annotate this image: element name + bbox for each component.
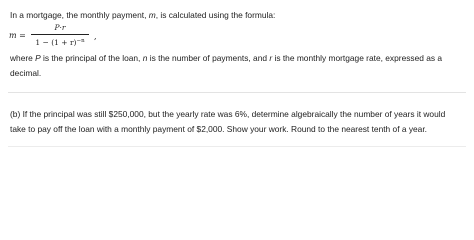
intro-post: , is calculated using the formula: <box>155 10 276 20</box>
where-text-d: is the monthly mortgage rate, expressed as a <box>272 53 443 63</box>
formula-comma: , <box>94 32 97 41</box>
where-text-c: is the number of payments, and <box>147 53 270 63</box>
denominator-base: 1 − (1 + r) <box>35 38 77 47</box>
variable-m: m <box>148 10 156 20</box>
intro-pre: In a mortgage, the monthly payment, <box>10 10 149 20</box>
section-divider <box>8 92 466 93</box>
definitions-line-2: decimal. <box>10 68 42 78</box>
part-b-line-2: take to pay off the loan with a monthly payment of $2,000. Show your work. Round to the nearest tenth of a year. <box>10 124 427 134</box>
formula-lhs: m = <box>9 31 26 40</box>
intro-text <box>10 10 275 21</box>
variable-r: r <box>269 53 273 63</box>
fraction-bar <box>31 34 89 35</box>
formula-fraction <box>31 23 89 48</box>
formula-denominator <box>31 36 89 48</box>
variable-P: P <box>35 53 41 63</box>
formula-numerator: P·r <box>54 23 66 32</box>
part-b-line-1: (b) If the principal was still $250,000, but the yearly rate was 6%, determine algebraically the number of years it would <box>10 109 446 119</box>
denominator-exponent: −n <box>76 38 85 44</box>
where-text-b: is the principal of the loan, <box>40 53 143 63</box>
bottom-divider <box>8 146 466 147</box>
where-text-a: where <box>10 53 36 63</box>
definitions-line-1 <box>10 53 442 64</box>
variable-n: n <box>142 53 148 63</box>
